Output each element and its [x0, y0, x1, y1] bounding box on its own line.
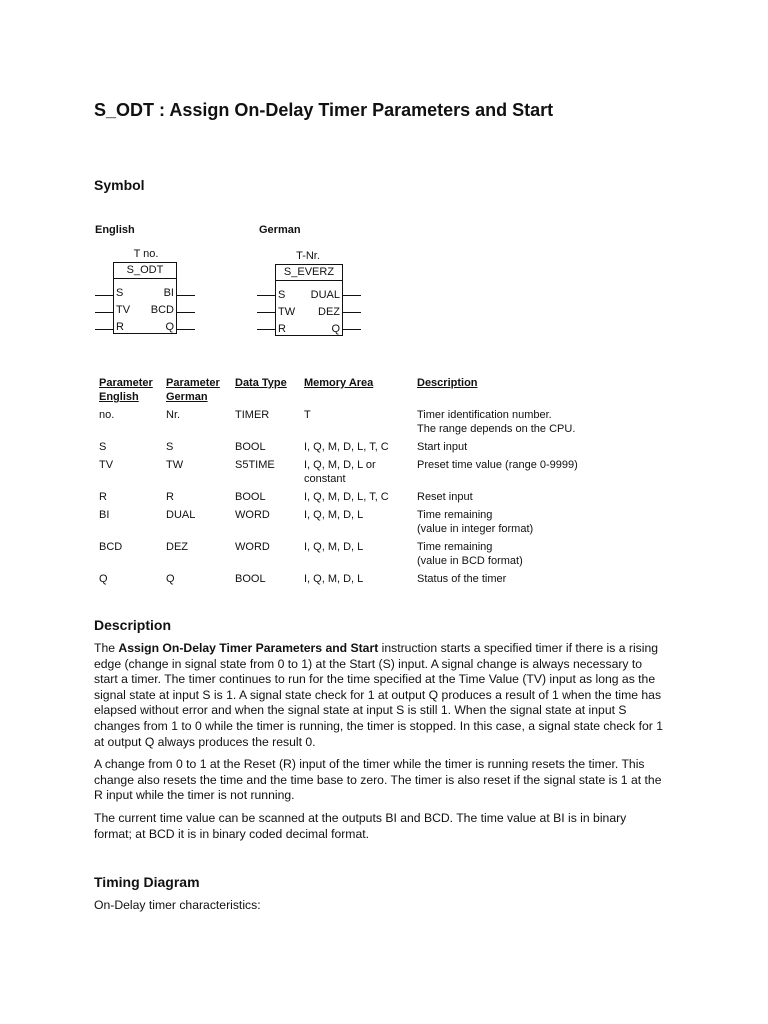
table-cell: Q [99, 573, 108, 585]
english-input-r: R [116, 321, 124, 333]
table-cell: BOOL [235, 441, 266, 453]
english-timer-divider [114, 278, 176, 279]
english-timer-name: S_ODT [126, 264, 164, 276]
german-timer-box [275, 264, 343, 336]
english-wire-q [177, 329, 195, 330]
english-timer-block [95, 248, 225, 358]
german-wire-r [257, 329, 275, 330]
english-output-bi: BI [163, 287, 174, 299]
description-heading: Description [94, 617, 172, 633]
table-cell: TW [166, 459, 184, 471]
table-cell: I, Q, M, D, L [304, 573, 364, 585]
table-cell: S [166, 441, 174, 453]
table-cell: Reset input [417, 491, 473, 503]
table-cell: WORD [235, 541, 270, 553]
english-timer-number-label: T no. [133, 248, 159, 260]
table-cell: Start input [417, 441, 468, 453]
description-paragraph-3: The current time value can be scanned at the outputs BI and BCD. The time value at BI is in binary format; at BCD it is in binary coded decimal format. [94, 811, 627, 841]
german-output-dez: DEZ [318, 306, 340, 318]
table-cell: R [99, 491, 107, 503]
table-cell: I, Q, M, D, L, T, C [304, 491, 389, 503]
english-label: English [95, 224, 135, 236]
header-data-type: Data Type [235, 377, 287, 389]
header-parameter-english: Parameter English [99, 377, 153, 403]
table-header-row [96, 376, 610, 407]
english-output-bcd: BCD [150, 304, 174, 316]
table-cell: BOOL [235, 491, 266, 503]
table-row [96, 489, 610, 507]
english-wire-bi [177, 295, 195, 296]
table-cell: I, Q, M, D, L or constant [304, 459, 376, 485]
german-input-tw: TW [278, 306, 296, 318]
description-paragraph-1: The Assign On-Delay Timer Parameters and Start instruction starts a specified timer if there is a rising edge (change in signal state from 0 to 1) at the Start (S) input. A signal change is always necessary to start a timer. The timer continues to run for the time specified at the Time Value (TV) input as long as the signal state at input S is 1. A signal state check for 1 at output Q produces a result of 1 when the time has elapsed without error and when the signal state at input S is still 1. When the signal state at input S changes from 1 to 0 while the timer is running, the timer is stopped. In this case, a signal state check for 1 at output Q always produces the result 0. [94, 641, 664, 749]
english-output-q: Q [165, 321, 174, 333]
table-cell: DEZ [166, 541, 188, 553]
timing-diagram-heading: Timing Diagram [94, 874, 200, 890]
table-cell: BOOL [235, 573, 266, 585]
german-wire-tw [257, 312, 275, 313]
table-cell: T [304, 409, 311, 421]
description-paragraph-2: A change from 0 to 1 at the Reset (R) input of the timer while the timer is running resets the timer. This change also resets the time and the time base to zero. The timer is also reset if the signal state is 1 at the R input while the timer is not running. [94, 757, 662, 803]
english-wire-bcd [177, 312, 195, 313]
german-output-dual: DUAL [310, 289, 340, 301]
header-description: Description [417, 377, 478, 389]
english-wire-r [95, 329, 113, 330]
table-cell: S5TIME [235, 459, 275, 471]
german-timer-number-label: T-Nr. [296, 250, 320, 262]
english-timer-box [113, 262, 177, 334]
table-cell: Nr. [166, 409, 181, 421]
header-parameter-german: Parameter German [166, 377, 220, 403]
german-wire-q [343, 329, 361, 330]
table-cell: no. [99, 409, 115, 421]
german-wire-s [257, 295, 275, 296]
german-wire-dez [343, 312, 361, 313]
german-output-q: Q [331, 323, 340, 335]
symbol-heading: Symbol [94, 177, 145, 193]
english-wire-s [95, 295, 113, 296]
table-cell: BCD [99, 541, 123, 553]
table-cell: Status of the timer [417, 573, 507, 585]
table-cell: I, Q, M, D, L, T, C [304, 441, 389, 453]
table-cell: I, Q, M, D, L [304, 541, 364, 553]
table-cell: I, Q, M, D, L [304, 509, 364, 521]
header-memory-area: Memory Area [304, 377, 374, 389]
table-row [96, 539, 610, 571]
german-timer-name: S_EVERZ [283, 266, 335, 278]
german-timer-block [259, 250, 389, 360]
table-cell: S [99, 441, 107, 453]
table-row [96, 457, 610, 489]
table-cell: TIMER [235, 409, 270, 421]
table-cell: TV [99, 459, 114, 471]
table-cell: Time remaining (value in BCD format) [417, 541, 523, 567]
german-wire-dual [343, 295, 361, 296]
german-input-s: S [278, 289, 286, 301]
table-row [96, 439, 610, 457]
table-cell: DUAL [166, 509, 196, 521]
german-label: German [259, 224, 301, 236]
table-cell: Time remaining (value in integer format) [417, 509, 534, 535]
english-input-tv: TV [116, 304, 131, 316]
german-input-r: R [278, 323, 286, 335]
instruction-name-bold: Assign On-Delay Timer Parameters and Start [118, 641, 379, 655]
table-cell: Q [166, 573, 175, 585]
english-input-s: S [116, 287, 124, 299]
timing-diagram-caption: On-Delay timer characteristics: [94, 898, 261, 912]
table-cell: Preset time value (range 0-9999) [417, 459, 578, 471]
table-cell: WORD [235, 509, 270, 521]
table-row [96, 507, 610, 539]
table-cell: Timer identification number. The range depends on the CPU. [417, 409, 576, 435]
page-title: S_ODT : Assign On-Delay Timer Parameters and Start [94, 100, 554, 120]
german-timer-divider [276, 280, 342, 281]
table-row [96, 407, 610, 439]
parameter-table [96, 376, 610, 589]
table-cell: R [166, 491, 174, 503]
table-cell: BI [99, 509, 110, 521]
table-row [96, 571, 610, 589]
english-wire-tv [95, 312, 113, 313]
